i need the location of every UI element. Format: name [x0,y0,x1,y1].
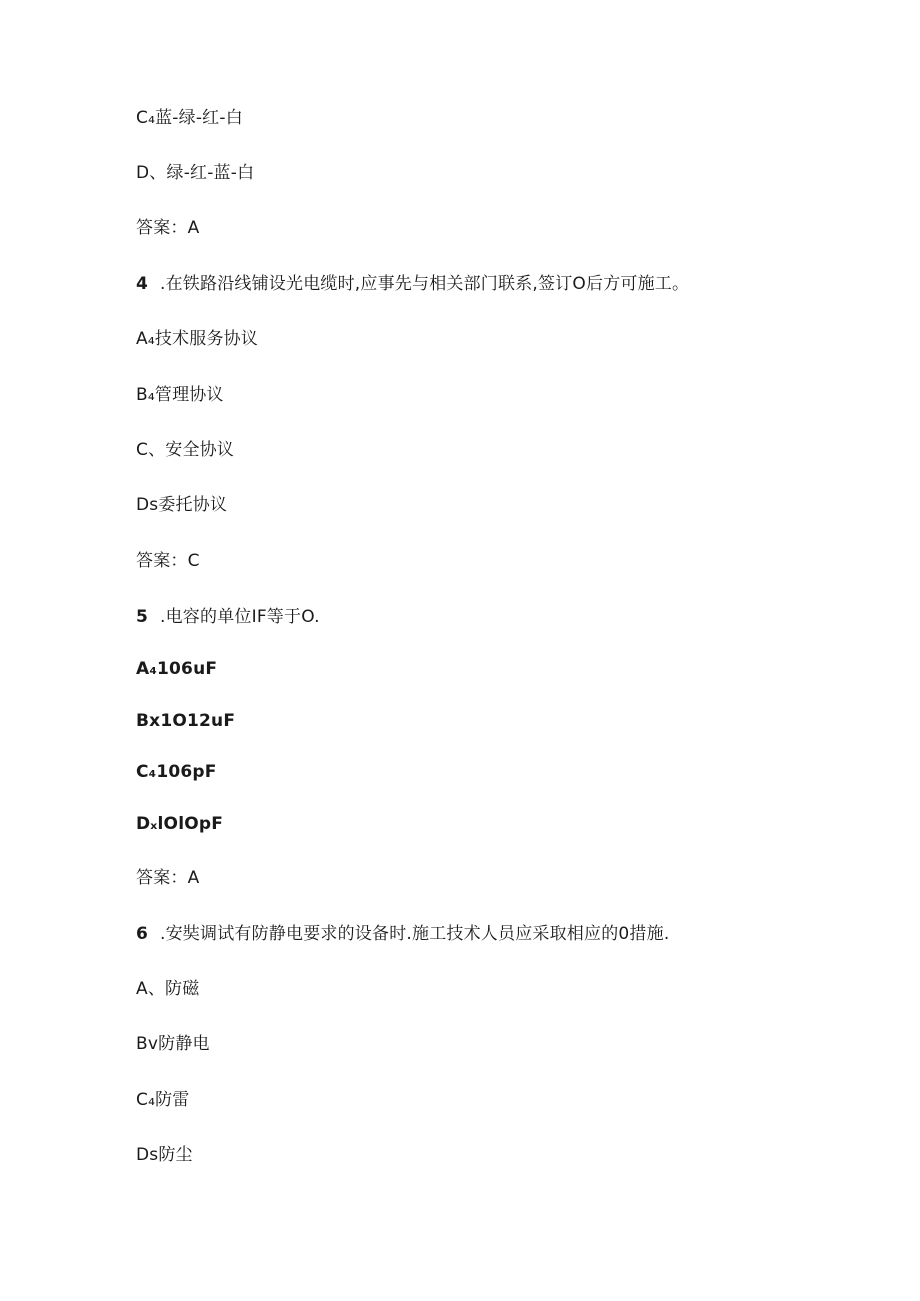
option-d-line: DₓlOlOpF [136,814,224,834]
option-c-line: C₄106pF [136,762,217,782]
answer-line: 答案：A [136,218,200,238]
question-4 [136,273,689,295]
option-a-line: A₄106uF [136,659,218,679]
question-number: 5 [136,607,149,627]
option-c-line: C₄防雷 [136,1090,190,1110]
option-d-line: Ds防尘 [136,1145,193,1165]
answer-line: 答案：A [136,868,200,888]
option-d-line: D、绿-红-蓝-白 [136,163,255,183]
question-5 [136,606,320,628]
question-text: .在铁路沿线铺设光电缆时,应事先与相关部门联系,签订O后方可施工。 [160,274,690,294]
answer-line: 答案：C [136,551,200,571]
question-text: .电容的单位IF等于O. [160,607,320,627]
option-b-line: Bv防静电 [136,1034,210,1054]
option-b-line: B₄管理协议 [136,385,224,405]
option-c-line: C₄蓝-绿-红-白 [136,108,243,128]
question-number: 6 [136,924,149,944]
option-b-line: Bx1O12uF [136,711,236,731]
option-d-line: Ds委托协议 [136,495,228,515]
question-number: 4 [136,274,149,294]
question-6 [136,923,669,945]
question-text: .安奘调试有防静电要求的设备时.施工技术人员应采取相应的0措施. [160,924,670,944]
option-a-line: A、防磁 [136,979,200,999]
option-c-line: C、安全协议 [136,440,235,460]
option-a-line: A₄技术服务协议 [136,329,259,349]
